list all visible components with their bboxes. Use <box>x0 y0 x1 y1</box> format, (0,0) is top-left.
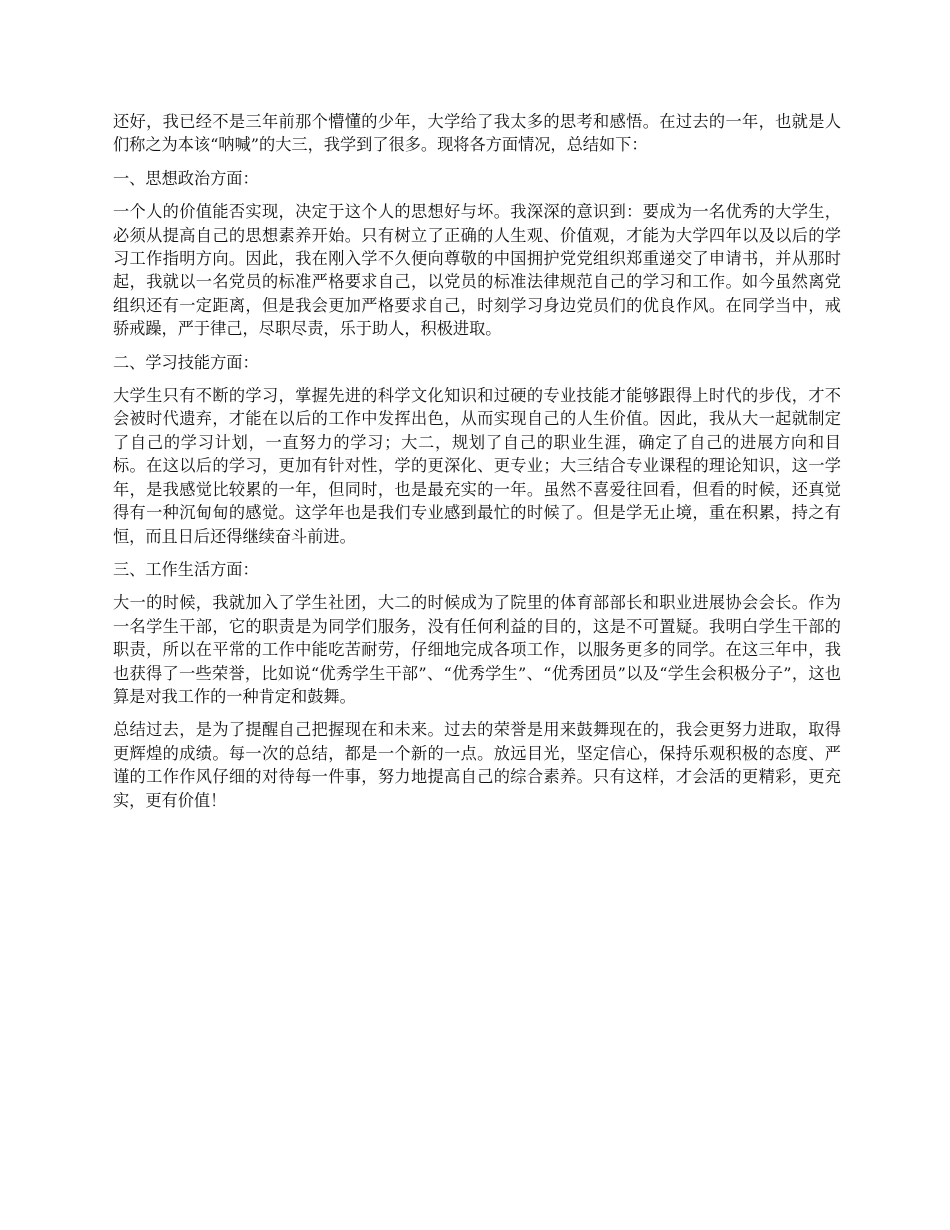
conclusion-paragraph: 总结过去，是为了提醒自己把握现在和未来。过去的荣誉是用来鼓舞现在的，我会更努力进取，取得更辉煌的成绩。每一次的总结，都是一个新的一点。放远目光，坚定信心，保持乐观积极的态度、严谨的工作作风仔细的对待每一件事，努力地提高自己的综合素养。只有这样，才会活的更精彩，更充实，更有价值！ <box>113 720 841 810</box>
section-body-work-life: 大一的时候，我就加入了学生社团，大二的时候成为了院里的体育部部长和职业进展协会会长。作为一名学生干部，它的职责是为同学们服务，没有任何利益的目的，这是不可置疑。我明白学生干部的职责，所以在平常的工作中能吃苦耐劳，仔细地完成各项工作，以服务更多的同学。在这三年中，我也获得了一些荣誉，比如说“优秀学生干部”、“优秀学生”、“优秀团员”以及“学生会积极分子”，这也算是对我工作的一种肯定和鼓舞。 <box>113 593 841 706</box>
section-body-study: 大学生只有不断的学习，掌握先进的科学文化知识和过硬的专业技能才能够跟得上时代的步伐，才不会被时代遗弃，才能在以后的工作中发挥出色，从而实现自己的人生价值。因此，我从大一起就制定了自己的学习计划，一直努力的学习；大二，规划了自己的职业生涯，确定了自己的进展方向和目标。在这以后的学习，更加有针对性，学的更深化、更专业；大三结合专业课程的理论知识，这一学年，是我感觉比较累的一年，但同时，也是最充实的一年。虽然不喜爱往回看，但看的时候，还真觉得有一种沉甸甸的感觉。这学年也是我们专业感到最忙的时候了。但是学无止境，重在积累，持之有恒，而且日后还得继续奋斗前进。 <box>113 386 841 546</box>
intro-paragraph: 还好，我已经不是三年前那个懵懂的少年，大学给了我太多的思考和感悟。在过去的一年，也就是人们称之为本该“呐喊”的大三，我学到了很多。现将各方面情况，总结如下： <box>113 112 841 155</box>
section-heading-politics: 一、思想政治方面： <box>113 168 259 188</box>
section-heading-study: 二、学习技能方面： <box>113 352 259 372</box>
document-page <box>113 110 841 822</box>
section-body-politics: 一个人的价值能否实现，决定于这个人的思想好与坏。我深深的意识到：要成为一名优秀的大学生，必须从提高自己的思想素养开始。只有树立了正确的人生观、价值观，才能为大学四年以及以后的学习工作指明方向。因此，我在刚入学不久便向尊敬的中国拥护党党组织郑重递交了申请书，并从那时起，我就以一名党员的标准严格要求自己，以党员的标准法律规范自己的学习和工作。如今虽然离党组织还有一定距离，但是我会更加严格要求自己，时刻学习身边党员们的优良作风。在同学当中，戒骄戒躁，严于律己，尽职尽责，乐于助人，积极进取。 <box>113 202 841 339</box>
section-heading-work-life: 三、工作生活方面： <box>113 559 259 579</box>
